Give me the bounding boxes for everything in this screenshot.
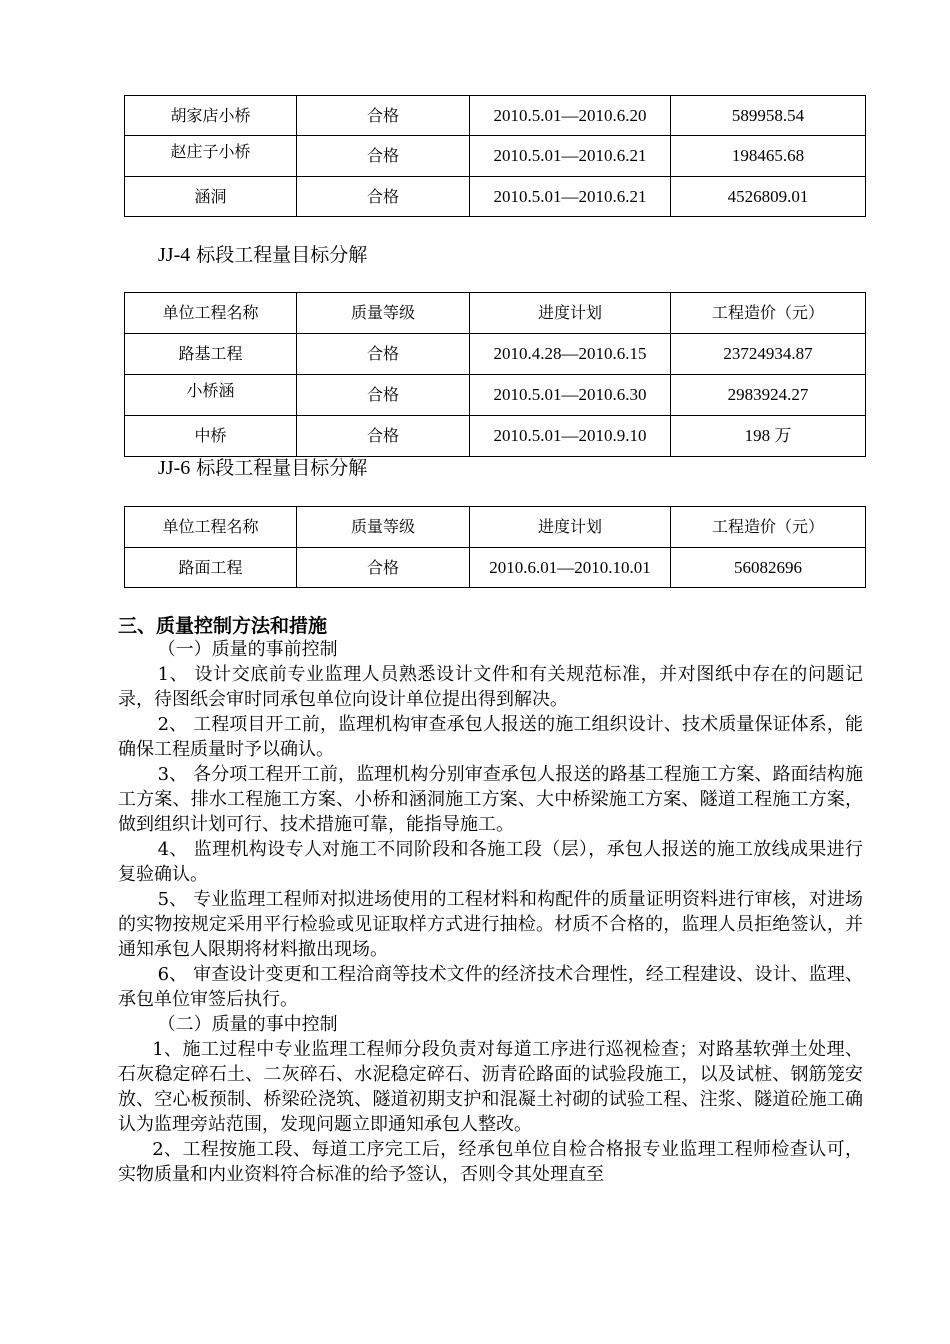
jj6-caption xyxy=(158,456,367,480)
cell-name: 路面工程 xyxy=(125,548,297,588)
paragraph-pre-5: 5、 专业监理工程师对拟进场使用的工程材料和构配件的质量证明资料进行审核，对进场的实物按规定采用平行检验或见证取样方式进行抽检。材质不合格的，监理人员拒绝签认，并通知承包人限期将材料撤出现场。 xyxy=(118,889,863,960)
header-grade: 质量等级 xyxy=(297,293,470,334)
cell-grade: 合格 xyxy=(297,375,470,416)
cell-name: 赵庄子小桥 xyxy=(125,136,297,177)
cell-name: 中桥 xyxy=(125,416,297,457)
table-bridge-continued xyxy=(124,95,866,217)
cell-name: 胡家店小桥 xyxy=(125,96,297,136)
paragraph-pre-2: 2、 工程项目开工前，监理机构审查承包人报送的施工组织设计、技术质量保证体系，能确保工程质量时予以确认。 xyxy=(118,714,863,760)
subheading-pre-control: （一）质量的事前控制 xyxy=(157,639,338,660)
table-jj6 xyxy=(124,506,866,588)
table-row xyxy=(125,334,866,375)
cell-grade: 合格 xyxy=(297,136,470,177)
cell-schedule: 2010.5.01—2010.9.10 xyxy=(470,416,671,457)
cell-grade: 合格 xyxy=(297,548,470,588)
cell-schedule: 2010.5.01—2010.6.20 xyxy=(470,96,671,136)
jj4-caption-text: 标段工程量目标分解 xyxy=(196,244,368,266)
cell-cost: 589958.54 xyxy=(671,96,866,136)
header-cost: 工程造价（元） xyxy=(671,293,866,334)
table-row xyxy=(125,548,866,588)
jj4-caption xyxy=(158,243,367,267)
paragraph-pre-1: 1、 设计交底前专业监理人员熟悉设计文件和有关规范标准，并对图纸中存在的问题记录，待图纸会审时同承包单位向设计单位提出得到解决。 xyxy=(118,664,863,710)
table-row xyxy=(125,416,866,457)
cell-name: 路基工程 xyxy=(125,334,297,375)
paragraph-pre-3: 3、 各分项工程开工前，监理机构分别审查承包人报送的路基工程施工方案、路面结构施工方案、排水工程施工方案、小桥和涵洞施工方案、大中桥梁施工方案、隧道工程施工方案，做到组织计划可行、技术措施可靠，能指导施工。 xyxy=(118,764,863,835)
paragraph-pre-4: 4、 监理机构设专人对施工不同阶段和各施工段（层），承包人报送的施工放线成果进行复验确认。 xyxy=(118,839,863,885)
section-body xyxy=(118,637,863,1187)
cell-grade: 合格 xyxy=(297,177,470,217)
cell-cost: 56082696 xyxy=(671,548,866,588)
cell-schedule: 2010.4.28—2010.6.15 xyxy=(470,334,671,375)
paragraph-pre-6: 6、 审查设计变更和工程洽商等技术文件的经济技术合理性，经工程建设、设计、监理、承包单位审签后执行。 xyxy=(118,964,863,1010)
header-schedule: 进度计划 xyxy=(470,507,671,548)
cell-grade: 合格 xyxy=(297,96,470,136)
table-jj4 xyxy=(124,292,866,457)
jj6-caption-code: JJ-6 xyxy=(158,457,191,479)
cell-grade: 合格 xyxy=(297,334,470,375)
section-heading: 三、质量控制方法和措施 xyxy=(118,615,328,637)
table-row xyxy=(125,96,866,136)
header-name: 单位工程名称 xyxy=(125,293,297,334)
table-row xyxy=(125,375,866,416)
cell-name: 小桥涵 xyxy=(125,375,297,416)
paragraph-mid-2: 2、工程按施工段、每道工序完工后，经承包单位自检合格报专业监理工程师检查认可，实物质量和内业资料符合标准的给予签认，否则令其处理直至 xyxy=(118,1139,863,1185)
cell-cost: 198 万 xyxy=(671,416,866,457)
cell-schedule: 2010.5.01—2010.6.21 xyxy=(470,177,671,217)
cell-schedule: 2010.5.01—2010.6.30 xyxy=(470,375,671,416)
header-name: 单位工程名称 xyxy=(125,507,297,548)
jj4-caption-code: JJ-4 xyxy=(158,244,191,266)
jj6-caption-text: 标段工程量目标分解 xyxy=(196,457,368,479)
table-header-row xyxy=(125,293,866,334)
cell-schedule: 2010.6.01—2010.10.01 xyxy=(470,548,671,588)
paragraph-mid-1: 1、施工过程中专业监理工程师分段负责对每道工序进行巡视检查；对路基软弹土处理、石灰稳定碎石土、二灰碎石、水泥稳定碎石、沥青砼路面的试验段施工，以及试桩、钢筋笼安放、空心板预制、桥梁砼浇筑、隧道初期支护和混凝土衬砌的试验工程、注浆、隧道砼施工确认为监理旁站范围，发现问题立即通知承包人整改。 xyxy=(118,1039,863,1135)
table-header-row xyxy=(125,507,866,548)
header-grade: 质量等级 xyxy=(297,507,470,548)
header-cost: 工程造价（元） xyxy=(671,507,866,548)
cell-name: 涵洞 xyxy=(125,177,297,217)
table-row xyxy=(125,136,866,177)
cell-cost: 198465.68 xyxy=(671,136,866,177)
cell-cost: 4526809.01 xyxy=(671,177,866,217)
cell-cost: 23724934.87 xyxy=(671,334,866,375)
header-schedule: 进度计划 xyxy=(470,293,671,334)
cell-grade: 合格 xyxy=(297,416,470,457)
cell-cost: 2983924.27 xyxy=(671,375,866,416)
cell-schedule: 2010.5.01—2010.6.21 xyxy=(470,136,671,177)
table-row xyxy=(125,177,866,217)
subheading-mid-control: （二）质量的事中控制 xyxy=(157,1014,338,1035)
